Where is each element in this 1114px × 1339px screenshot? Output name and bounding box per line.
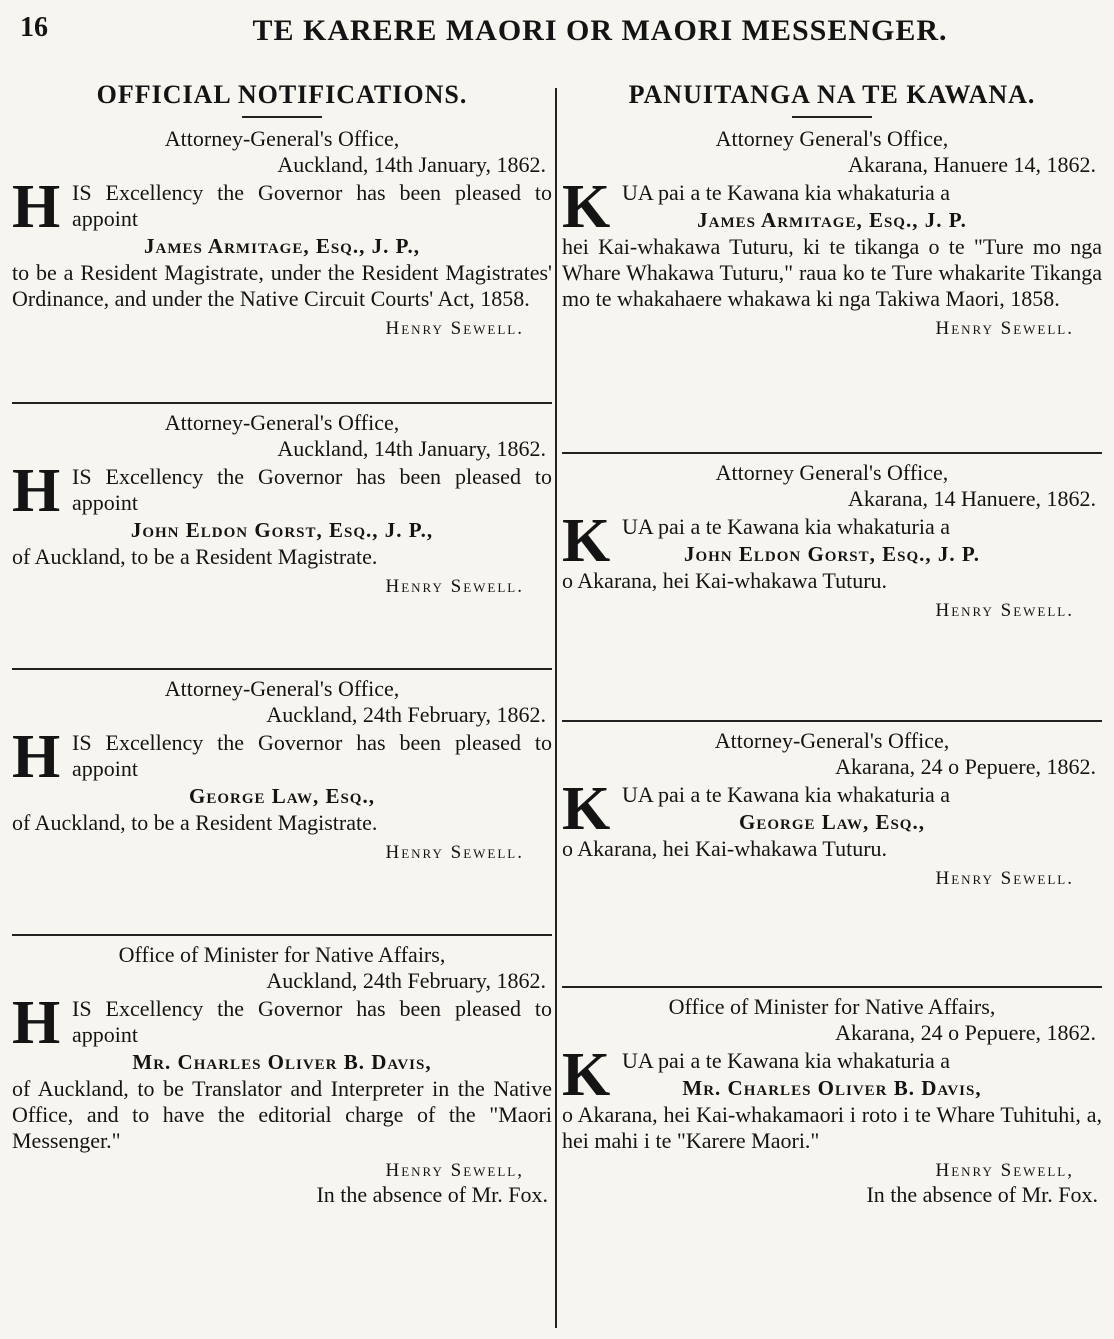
office-name: Office of Minister for Native Affairs,	[668, 994, 996, 1019]
intro-body: IS Excellency the Governor has been pleased to appoint	[72, 180, 552, 231]
dateline: Auckland, 14th January, 1862.	[277, 152, 546, 177]
page-number: 16	[20, 12, 48, 43]
signatory: Henry Sewell.	[935, 318, 1074, 339]
notice-body: of Auckland, to be Translator and Interpreter in the Native Office, and to have the editorial charge of the "Maori Messenger."	[12, 1076, 552, 1153]
notice-body: o Akarana, hei Kai-whakawa Tuturu.	[562, 568, 888, 593]
drop-cap: H	[12, 457, 61, 525]
intro-text	[12, 173, 552, 241]
intro-body: UA pai a te Kawana kia whakaturia a	[622, 180, 951, 205]
absence-note: In the absence of Mr. Fox.	[866, 1182, 1098, 1207]
intro-body: UA pai a te Kawana kia whakaturia a	[622, 782, 951, 807]
appointee-name: John Eldon Gorst, Esq., J. P.,	[130, 518, 434, 542]
notice-body: of Auckland, to be a Resident Magistrate.	[12, 810, 378, 835]
maori-column	[562, 76, 1102, 1216]
dateline: Auckland, 24th February, 1862.	[266, 702, 546, 727]
office-name: Attorney-General's Office,	[714, 728, 950, 753]
notice-body: o Akarana, hei Kai-whakawa Tuturu.	[562, 836, 888, 861]
signatory: Henry Sewell.	[385, 576, 524, 597]
absence-note: In the absence of Mr. Fox.	[316, 1182, 548, 1207]
drop-cap: H	[12, 989, 61, 1057]
drop-cap: H	[12, 173, 61, 241]
dateline: Auckland, 24th February, 1862.	[266, 968, 546, 993]
notice	[562, 126, 1102, 454]
column-heading: PANUITANGA NA TE KAWANA.	[628, 80, 1036, 109]
dateline: Auckland, 14th January, 1862.	[277, 436, 546, 461]
drop-cap: K	[562, 775, 611, 843]
heading-rule	[792, 116, 872, 118]
intro-text	[12, 989, 552, 1057]
heading-rule	[242, 116, 322, 118]
drop-cap: K	[562, 507, 611, 575]
appointee-name: George Law, Esq.,	[739, 810, 925, 834]
drop-cap: K	[562, 173, 611, 241]
office-name: Attorney General's Office,	[715, 460, 949, 485]
masthead-title: TE KARERE MAORI OR MAORI MESSENGER.	[252, 14, 948, 47]
signatory: Henry Sewell.	[935, 600, 1074, 621]
intro-body: IS Excellency the Governor has been pleased to appoint	[72, 730, 552, 781]
intro-body: UA pai a te Kawana kia whakaturia a	[622, 1048, 951, 1073]
drop-cap: H	[12, 723, 61, 791]
notice-body: of Auckland, to be a Resident Magistrate.	[12, 544, 378, 569]
signatory: Henry Sewell.	[935, 868, 1074, 889]
signatory: Henry Sewell,	[935, 1160, 1074, 1181]
column-divider	[555, 88, 557, 1328]
drop-cap: K	[562, 1041, 611, 1109]
notice-body: hei Kai-whakawa Tuturu, ki te tikanga o te "Ture mo nga Whare Whakawa Tuturu," raua ko te Ture whakarite Tikanga mo te whakahaere whakawa ki nga Takiwa Maori, 1858.	[562, 234, 1102, 311]
notice	[562, 994, 1102, 1216]
notice	[12, 126, 552, 404]
intro-text	[12, 723, 552, 791]
office-name: Attorney-General's Office,	[164, 676, 400, 701]
office-name: Attorney-General's Office,	[164, 410, 400, 435]
notice-body: to be a Resident Magistrate, under the Resident Magistrates' Ordinance, and under the Native Circuit Courts' Act, 1858.	[12, 260, 552, 311]
intro-body: UA pai a te Kawana kia whakaturia a	[622, 514, 951, 539]
appointee-name: Mr. Charles Oliver B. Davis,	[682, 1076, 982, 1100]
intro-body: IS Excellency the Governor has been pleased to appoint	[72, 996, 552, 1047]
english-column	[12, 76, 552, 1216]
notice	[12, 410, 552, 670]
office-name: Office of Minister for Native Affairs,	[118, 942, 446, 967]
signatory: Henry Sewell,	[385, 1160, 524, 1181]
dateline: Akarana, 24 o Pepuere, 1862.	[835, 754, 1096, 779]
notice	[12, 676, 552, 936]
office-name: Attorney General's Office,	[715, 126, 949, 151]
notice-body: o Akarana, hei Kai-whakamaori i roto i te Whare Tuhituhi, a, hei mahi i te "Karere Maori."	[562, 1102, 1102, 1153]
appointee-name: James Armitage, Esq., J. P.,	[144, 234, 420, 258]
appointee-name: John Eldon Gorst, Esq., J. P.	[683, 542, 981, 566]
appointee-name: Mr. Charles Oliver B. Davis,	[132, 1050, 432, 1074]
dateline: Akarana, 14 Hanuere, 1862.	[847, 486, 1096, 511]
appointee-name: George Law, Esq.,	[189, 784, 375, 808]
intro-text	[12, 457, 552, 525]
dateline: Akarana, Hanuere 14, 1862.	[847, 152, 1096, 177]
appointee-name: James Armitage, Esq., J. P.	[697, 208, 967, 232]
office-name: Attorney-General's Office,	[164, 126, 400, 151]
intro-body: IS Excellency the Governor has been pleased to appoint	[72, 464, 552, 515]
notice	[12, 942, 552, 1216]
dateline: Akarana, 24 o Pepuere, 1862.	[835, 1020, 1096, 1045]
signatory: Henry Sewell.	[385, 842, 524, 863]
signatory: Henry Sewell.	[385, 318, 524, 339]
notice	[562, 460, 1102, 722]
column-heading: OFFICIAL NOTIFICATIONS.	[96, 80, 468, 109]
notice	[562, 728, 1102, 988]
